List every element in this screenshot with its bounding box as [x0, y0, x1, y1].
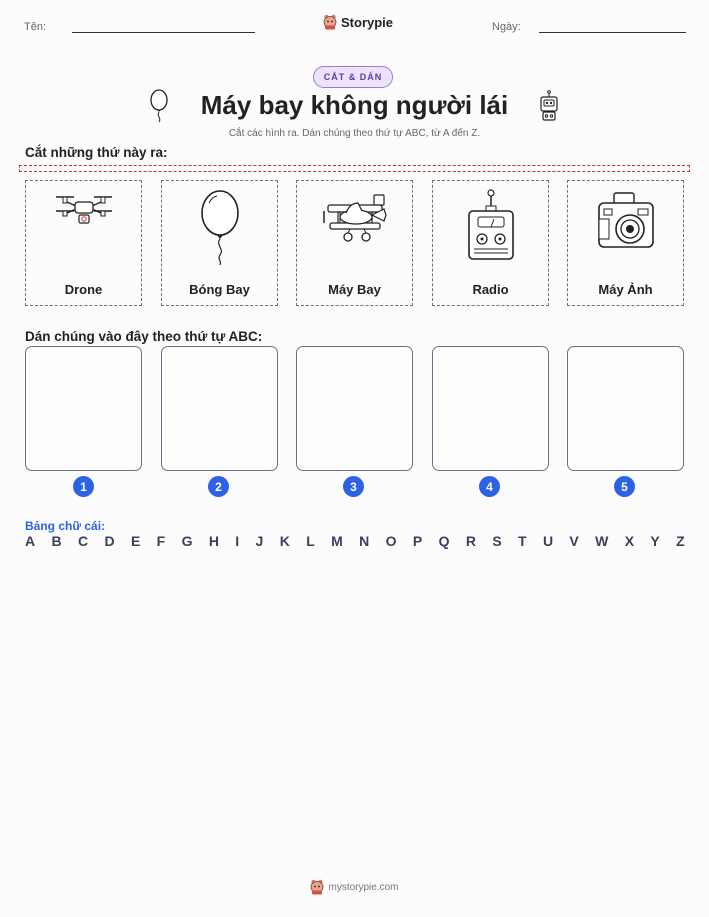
cut-card-drone[interactable]: [25, 180, 142, 306]
slot-number-1: 1: [73, 476, 94, 497]
alphabet-letter: H: [208, 533, 219, 549]
footer-url[interactable]: mystorypie.com: [328, 881, 399, 893]
cut-card-label: Radio: [472, 282, 509, 297]
alphabet-letter: J: [255, 533, 264, 549]
alphabet-letter: F: [156, 533, 166, 549]
alphabet-letter: I: [235, 533, 240, 549]
alphabet-letter: C: [77, 533, 89, 549]
page-title: Máy bay không người lái: [200, 90, 509, 120]
paste-box-1[interactable]: [25, 346, 142, 471]
alphabet-letter: A: [25, 533, 36, 549]
cut-card-camera[interactable]: [567, 180, 684, 306]
alphabet-letter: W: [595, 533, 609, 549]
slot-number-2: 2: [208, 476, 229, 497]
alphabet-letter: X: [624, 533, 635, 549]
alphabet-letter: D: [104, 533, 115, 549]
cut-card-label: Máy Ảnh: [598, 282, 653, 297]
alphabet-row: [25, 533, 685, 549]
name-label: Tên:: [24, 21, 47, 33]
alphabet-letter: B: [51, 533, 62, 549]
cut-section-heading: Cắt những thứ này ra:: [25, 145, 168, 160]
slot-number-4: 4: [479, 476, 500, 497]
alphabet-letter: E: [130, 533, 141, 549]
airplane-icon: [322, 189, 388, 245]
alphabet-letter: N: [359, 533, 370, 549]
alphabet-letter: M: [331, 533, 343, 549]
alphabet-letter: U: [542, 533, 554, 549]
cut-card-label: Bóng Bay: [189, 282, 250, 297]
cut-card-airplane[interactable]: [296, 180, 413, 306]
paste-box-4[interactable]: [432, 346, 549, 471]
camera-icon: [596, 189, 656, 253]
drone-icon: [52, 189, 116, 241]
balloon-icon: [195, 189, 245, 265]
cut-card-label: Drone: [64, 282, 103, 297]
cut-line: [19, 165, 690, 172]
alphabet-letter: Y: [650, 533, 660, 549]
paste-box-3[interactable]: [296, 346, 413, 471]
brand-name: Storypie: [341, 14, 394, 30]
cut-card-radio[interactable]: [432, 180, 549, 306]
name-field-line[interactable]: [72, 32, 255, 33]
cut-card-balloon[interactable]: [161, 180, 278, 306]
alphabet-letter: L: [306, 533, 315, 549]
brand-logo: [323, 14, 393, 30]
robot-icon: [537, 90, 561, 122]
alphabet-letter: K: [279, 533, 290, 549]
footer: [0, 879, 709, 895]
page-subtitle: Cắt các hình ra. Dán chúng theo thứ tự ABC, từ A đến Z.: [228, 128, 481, 139]
alphabet-letter: S: [492, 533, 502, 549]
paste-box-5[interactable]: [567, 346, 684, 471]
alphabet-letter: O: [385, 533, 397, 549]
slot-number-3: 3: [343, 476, 364, 497]
alphabet-letter: Z: [676, 533, 685, 549]
cut-card-label: Máy Bay: [328, 282, 381, 297]
alphabet-letter: V: [569, 533, 579, 549]
alphabet-letter: Q: [438, 533, 450, 549]
alphabet-letter: P: [412, 533, 423, 549]
storypie-logo-icon: [323, 14, 337, 30]
alphabet-letter: R: [465, 533, 476, 549]
paste-box-2[interactable]: [161, 346, 278, 471]
alphabet-title: Bảng chữ cái:: [25, 519, 106, 533]
alphabet-letter: T: [518, 533, 527, 549]
alphabet-letter: G: [181, 533, 193, 549]
date-label: Ngày:: [492, 21, 521, 33]
slot-number-5: 5: [614, 476, 635, 497]
date-field-line[interactable]: [539, 32, 686, 33]
paste-section-heading: Dán chúng vào đây theo thứ tự ABC:: [25, 329, 263, 344]
storypie-logo-icon: [310, 879, 324, 895]
activity-badge: CẮT & DÁN: [313, 66, 393, 88]
radio-icon: [466, 189, 516, 263]
